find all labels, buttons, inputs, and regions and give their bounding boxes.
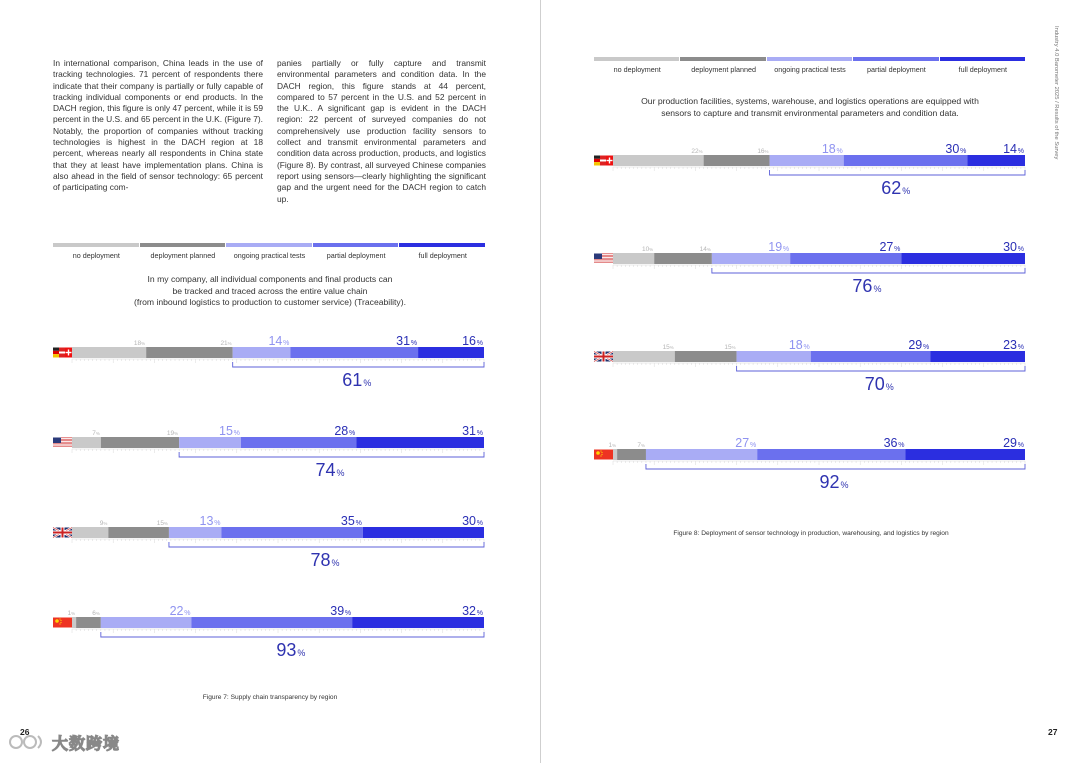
legend-swatch	[594, 57, 679, 61]
bar-segment	[613, 351, 675, 362]
legend-label: full deployment	[418, 251, 467, 260]
data-label-unit: %	[476, 340, 483, 347]
legend-swatch	[853, 57, 938, 61]
data-label-unit: %	[103, 521, 108, 526]
bracket-total: 76	[852, 276, 873, 296]
data-label-unit: %	[95, 611, 100, 616]
bracket	[179, 452, 484, 457]
data-label-unit: %	[233, 430, 240, 437]
data-label-unit: %	[731, 345, 736, 350]
tick-scale	[613, 167, 1025, 171]
data-label: 32	[462, 604, 476, 618]
data-label: 21	[220, 340, 228, 347]
tick-scale	[613, 461, 1025, 465]
data-label: 27	[735, 436, 750, 450]
bracket-total-unit: %	[297, 648, 306, 658]
data-label-unit: %	[764, 149, 769, 154]
bracket-total: 70	[864, 374, 885, 394]
data-label: 29	[908, 338, 923, 352]
data-label-unit: %	[749, 442, 757, 449]
data-label-unit: %	[355, 520, 362, 527]
data-label: 9	[99, 520, 104, 527]
bracket	[646, 464, 1025, 469]
chart-legend	[53, 243, 486, 263]
running-head-text: Industry 4.0 Barometer 2025 / Results of the Survey	[1053, 26, 1059, 160]
tick-scale	[72, 449, 484, 453]
data-label-unit: %	[612, 443, 617, 448]
bar-segment	[844, 155, 968, 166]
data-label-unit: %	[476, 610, 483, 617]
data-label: 19	[768, 240, 783, 254]
bracket-total: 93	[276, 640, 297, 660]
uk-flag-icon	[594, 352, 613, 362]
page-number: 27	[1048, 727, 1058, 737]
chart-title-line: be tracked and traced across the entire value chain	[172, 285, 368, 296]
bar-segment	[169, 527, 222, 538]
us-flag-icon	[53, 438, 72, 448]
bar-segment	[72, 527, 108, 538]
chart-title-line: sensors to capture and transmit environmental parameters and condition data.	[661, 107, 959, 118]
bracket-total: 74	[315, 460, 336, 480]
data-label-unit: %	[894, 246, 901, 253]
data-label: 10	[641, 246, 650, 253]
bracket-total-unit: %	[873, 284, 882, 294]
bar-segment	[290, 347, 418, 358]
data-label: 19	[166, 430, 175, 437]
bar-segment	[72, 347, 146, 358]
bar-segment	[221, 527, 362, 538]
data-label: 15	[662, 344, 670, 351]
us-flag-icon	[594, 254, 613, 264]
legend-label: deployment planned	[691, 65, 756, 74]
bracket-total-unit: %	[336, 468, 345, 478]
data-label-unit: %	[214, 520, 221, 527]
data-label-unit: %	[184, 610, 191, 617]
sensor-deployment-chart	[541, 138, 1080, 508]
data-label: 31	[396, 334, 411, 348]
data-label: 15	[156, 520, 164, 527]
bracket-total: 78	[310, 550, 331, 570]
legend-label: no deployment	[72, 251, 120, 260]
bracket	[169, 542, 484, 547]
bracket	[712, 268, 1025, 273]
china-flag-icon	[594, 450, 613, 460]
bracket	[101, 632, 484, 637]
right-page	[541, 0, 1080, 763]
data-label-unit: %	[649, 247, 654, 252]
bracket-total-unit: %	[363, 378, 372, 388]
data-label-unit: %	[698, 149, 703, 154]
tick-scale	[72, 629, 484, 633]
data-label-unit: %	[227, 341, 232, 346]
bracket-total-unit: %	[331, 558, 340, 568]
bar-segment	[675, 351, 737, 362]
bar-segment	[613, 253, 654, 264]
bar-segment	[930, 351, 1025, 362]
data-label-unit: %	[476, 520, 483, 527]
bar-segment	[146, 347, 233, 358]
data-label-unit: %	[669, 345, 674, 350]
figure-caption: Figure 8: Deployment of sensor technology in production, warehousing, and logistics by region	[673, 530, 949, 537]
bar-segment	[901, 253, 1025, 264]
data-label-unit: %	[1017, 344, 1024, 351]
bar-segment	[101, 437, 179, 448]
data-label-unit: %	[923, 344, 930, 351]
bar-segment	[967, 155, 1025, 166]
data-label-unit: %	[344, 610, 352, 617]
data-label-unit: %	[1017, 246, 1024, 253]
legend-swatch	[940, 57, 1025, 61]
data-label-unit: %	[803, 344, 810, 351]
running-head	[1049, 26, 1059, 226]
chart-title-line: (from inbound logistics to production to customer service) (Traceability).	[134, 297, 406, 308]
data-label-unit: %	[163, 521, 168, 526]
data-label: 18	[133, 340, 142, 347]
data-label: 23	[1003, 338, 1017, 352]
data-label: 28	[334, 424, 349, 438]
data-label-unit: %	[782, 246, 790, 253]
legend-swatch	[140, 243, 226, 247]
data-label: 30	[462, 514, 476, 528]
data-label-unit: %	[71, 611, 76, 616]
dach-flags-icon	[594, 156, 613, 166]
chart-title-line: Our production facilities, systems, warehouse, and logistics operations are equipped with	[641, 96, 979, 106]
bar-segment	[72, 437, 101, 448]
data-label-unit: %	[640, 443, 645, 448]
bracket-total-unit: %	[840, 480, 849, 490]
bar-segment	[191, 617, 352, 628]
bar-segment	[646, 449, 757, 460]
bar-segment	[790, 253, 901, 264]
bar-segment	[617, 449, 646, 460]
watermark-logo-icon	[8, 732, 48, 752]
chart-title	[594, 96, 1026, 119]
legend-label: full deployment	[958, 65, 1007, 74]
bracket-total: 61	[342, 370, 363, 390]
data-label: 7	[92, 430, 96, 437]
data-label-unit: %	[1017, 148, 1024, 155]
bar-segment	[108, 527, 169, 538]
data-label-unit: %	[95, 431, 100, 436]
legend-swatch	[313, 243, 399, 247]
legend-swatch	[767, 57, 852, 61]
legend-label: ongoing practical tests	[774, 65, 846, 74]
dach-flags-icon	[53, 348, 72, 358]
chart-title	[90, 274, 450, 309]
bar-segment	[179, 437, 241, 448]
data-label: 15	[219, 424, 233, 438]
data-label: 36	[883, 436, 898, 450]
figure-caption: Figure 7: Supply chain transparency by region	[202, 694, 338, 701]
bracket	[770, 170, 1025, 175]
legend-swatch	[53, 243, 139, 247]
data-label: 31	[462, 424, 476, 438]
legend-label: partial deployment	[326, 251, 386, 260]
data-label: 15	[724, 344, 732, 351]
data-label: 14	[268, 334, 283, 348]
data-label: 16	[757, 148, 765, 155]
data-label: 39	[330, 604, 345, 618]
data-label: 27	[879, 240, 894, 254]
bar-segment	[704, 155, 770, 166]
data-label: 6	[92, 610, 96, 617]
bracket	[737, 366, 1025, 371]
bar-segment	[72, 617, 76, 628]
data-label: 1	[608, 442, 613, 449]
bracket-total: 92	[819, 472, 840, 492]
bar-segment	[654, 253, 712, 264]
legend-swatch	[399, 243, 485, 247]
page-number: 26	[20, 727, 30, 737]
bar-segment	[241, 437, 356, 448]
legend-label: no deployment	[613, 65, 661, 74]
bar-segment	[233, 347, 291, 358]
data-label-unit: %	[174, 431, 179, 436]
legend-swatch	[226, 243, 312, 247]
data-label-unit: %	[141, 341, 146, 346]
data-label: 18	[788, 338, 803, 352]
data-label-unit: %	[476, 430, 483, 437]
data-label-unit: %	[283, 340, 290, 347]
bar-segment	[712, 253, 790, 264]
tick-scale	[72, 539, 484, 543]
tick-scale	[613, 265, 1025, 269]
data-label: 14	[1003, 142, 1017, 156]
bar-segment	[737, 351, 811, 362]
bar-segment	[418, 347, 484, 358]
legend-label: partial deployment	[867, 65, 926, 74]
legend-label: ongoing practical tests	[233, 251, 306, 260]
bar-segment	[811, 351, 930, 362]
data-label: 14	[699, 246, 707, 253]
data-label: 35	[340, 514, 355, 528]
data-label: 1	[67, 610, 72, 617]
chart-title-line: In my company, all individual components and final products can	[147, 274, 393, 284]
uk-flag-icon	[53, 528, 72, 538]
data-label: 13	[199, 514, 214, 528]
legend-label: deployment planned	[150, 251, 216, 260]
watermark	[8, 731, 120, 753]
chart-legend	[594, 57, 1026, 77]
bar-segment	[352, 617, 484, 628]
legend-swatch	[680, 57, 765, 61]
bracket-total-unit: %	[885, 382, 894, 392]
bar-segment	[101, 617, 192, 628]
bar-segment	[906, 449, 1025, 460]
body-text-column-1: In international comparison, China leads in the use of tracking technologies. 71 percent of respondents there indicate that their company is partially or fully capable of tracking individual components or end products. In the DACH region, this figure is only 47 percent, while it is 59 percent in the U.S. and 65 percent in the U.K. (Figure 7). Notably, the proportion of companies without tracking technologies is highest in the DACH region at 18 percent, whereas nearly all respondents in China state that they at least have implementation plans. China is also ahead in the field of sensor technology: 65 percent of participating com-	[53, 58, 263, 193]
bar-segment	[757, 449, 905, 460]
data-label: 22	[169, 604, 184, 618]
tick-scale	[613, 363, 1025, 367]
body-text-column-2: panies partially or fully capture and transmit environmental parameters and condition data. In the DACH region, this figure stands at 44 percent, compared to 57 percent in the U.S. and 52 percent in the U.K.. A significant gap is evident in the DACH region: 22 percent of surveyed companies do not comprehensively use production facility sensors to collect and transmit environmental parameters and condition data across production, products, and logistics (Figure 8). By contrast, all surveyed Chinese companies report using sensors—clearly highlighting the significant gap and the urgent need for the DACH region to catch up.	[277, 58, 486, 204]
traceability-chart	[0, 320, 540, 680]
data-label: 16	[462, 334, 476, 348]
data-label-unit: %	[960, 148, 967, 155]
bar-segment	[356, 437, 484, 448]
data-label-unit: %	[410, 340, 418, 347]
bracket-total: 62	[881, 178, 902, 198]
data-label: 30	[1003, 240, 1017, 254]
data-label-unit: %	[836, 148, 843, 155]
bar-segment	[76, 617, 101, 628]
data-label-unit: %	[349, 430, 356, 437]
bracket-total-unit: %	[902, 186, 911, 196]
data-label: 29	[1003, 436, 1017, 450]
bar-segment	[770, 155, 844, 166]
watermark-text: 大数跨境	[52, 735, 121, 753]
data-label-unit: %	[898, 442, 905, 449]
bar-segment	[363, 527, 484, 538]
data-label-unit: %	[1017, 442, 1024, 449]
bar-segment	[613, 449, 617, 460]
data-label: 7	[637, 442, 641, 449]
tick-scale	[72, 359, 484, 363]
data-label-unit: %	[706, 247, 711, 252]
data-label: 22	[691, 148, 699, 155]
china-flag-icon	[53, 618, 72, 628]
bar-segment	[613, 155, 704, 166]
data-label: 30	[945, 142, 960, 156]
bracket	[233, 362, 484, 367]
data-label: 18	[821, 142, 836, 156]
